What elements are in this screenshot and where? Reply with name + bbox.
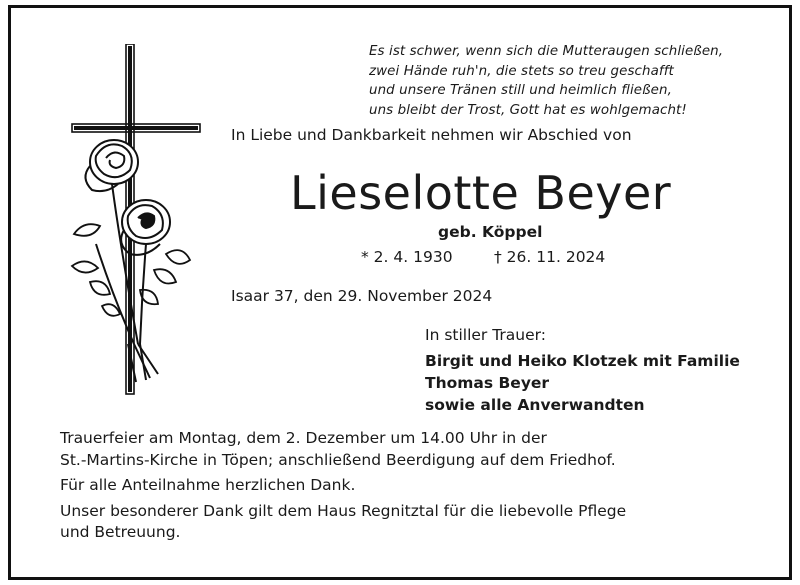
mourners-list xyxy=(425,350,740,416)
funeral-info: St.-Martins-Kirche in Töpen; anschließend Beerdigung auf dem Friedhof. xyxy=(60,450,616,469)
poem-line: Es ist schwer, wenn sich die Mutteraugen schließen, xyxy=(369,44,724,59)
birth-date: * 2. 4. 1930 xyxy=(361,248,453,266)
deceased-name: Lieselotte Beyer xyxy=(290,166,672,220)
mourner-name: Thomas Beyer xyxy=(425,374,550,392)
place-date: Isaar 37, den 29. November 2024 xyxy=(231,287,493,305)
special-thanks-text: Unser besonderer Dank gilt dem Haus Regnitztal für die liebevolle Pflege xyxy=(60,501,627,520)
mourner-name: sowie alle Anverwandten xyxy=(425,396,645,414)
death-date: † 26. 11. 2024 xyxy=(494,248,606,266)
special-thanks-text: und Betreuung. xyxy=(60,523,181,541)
mourner-name: Birgit und Heiko Klotzek mit Familie xyxy=(425,352,740,370)
funeral-info: Trauerfeier am Montag, dem 2. Dezember um 14.00 Uhr in der xyxy=(60,429,547,447)
intro-text: In Liebe und Dankbarkeit nehmen wir Abschied von xyxy=(231,126,632,144)
footer-text xyxy=(60,428,780,544)
maiden-name: geb. Köppel xyxy=(438,223,543,241)
thanks-text: Für alle Anteilnahme herzlichen Dank. xyxy=(60,476,356,494)
poem-line: uns bleibt der Trost, Gott hat es wohlgemacht! xyxy=(369,102,687,118)
poem-line: und unsere Tränen still und heimlich fließen, xyxy=(369,83,672,98)
poem xyxy=(369,42,779,120)
cross-with-roses-icon xyxy=(66,44,206,404)
mourning-heading: In stiller Trauer: xyxy=(425,326,546,344)
poem-line: zwei Hände ruh'n, die stets so treu geschafft xyxy=(369,63,674,79)
